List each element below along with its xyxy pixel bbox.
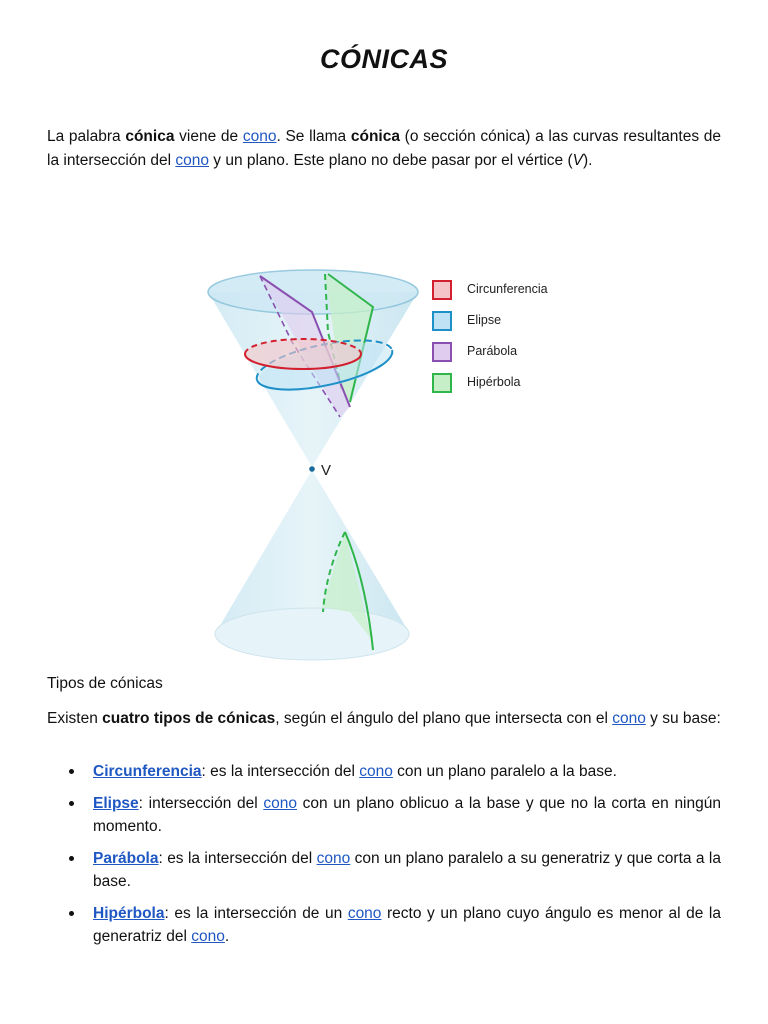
intro-text: . Se llama [276,128,351,145]
parabola-link[interactable]: Parábola [93,850,159,867]
intro-text: La palabra [47,128,126,145]
elipse-link[interactable]: Elipse [93,795,139,812]
intro-paragraph [47,125,721,173]
circunferencia-link[interactable]: Circunferencia [93,763,202,780]
list-item-parabola [47,847,721,893]
types-intro-bold: cuatro tipos de cónicas [102,710,276,727]
bullet [69,769,74,774]
legend-item-hiperbola [432,373,592,395]
item-text: con un plano paralelo a la base. [392,763,617,780]
legend-label: Hipérbola [467,375,521,389]
intro-bold: cónica [125,128,175,145]
item-text: con un plano oblicuo a la base y que no la corta en ningún momento. [93,795,721,835]
conic-sections-figure [200,262,560,667]
item-text: con un plano paralelo a su generatriz y que corta a la base. [93,850,721,890]
legend-label: Elipse [467,313,502,327]
types-heading: Tipos de cónicas [47,675,163,692]
intro-text: (o sección cónica) a las curvas resultantes de la intersección del [47,128,722,169]
item-text: . [224,928,230,945]
bullet [69,911,74,916]
list-item-hiperbola [47,902,721,948]
intro-text: ). [582,152,593,169]
vertex-point [309,466,315,472]
item-text: : intersección del [138,795,264,812]
intro-text: y un plano. Este plano no debe pasar por el vértice ( [209,152,573,169]
legend-item-parabola [432,342,592,364]
legend-label: Parábola [467,344,518,358]
vertex-symbol: V [572,152,583,169]
vertex-label: V [321,462,332,479]
types-intro-text: y su base: [645,710,721,727]
item-text: : es la intersección de un [164,905,348,922]
legend-swatch [432,373,452,393]
legend-swatch [432,311,452,331]
legend-item-elipse [432,311,592,333]
cono-link[interactable]: cono [242,128,277,145]
item-text: recto y un plano cuyo ángulo es menor al de la generatriz del [93,905,721,945]
cono-link[interactable]: cono [347,905,382,922]
list-item-elipse [47,792,721,838]
legend-swatch [432,280,452,300]
conic-types-list [47,760,721,957]
upper-cone-top [208,270,418,314]
intro-bold: cónica [350,128,400,145]
legend-swatch [432,342,452,362]
bullet [69,856,74,861]
lower-cone-base [215,608,409,660]
types-intro-paragraph [47,707,721,731]
cono-link[interactable]: cono [191,928,225,945]
cono-link[interactable]: cono [175,152,209,169]
list-item-circunferencia [47,760,721,783]
types-intro-text: Existen [47,710,103,727]
types-intro-text: , según el ángulo del plano que intersecta con el [275,710,613,727]
bullet [69,801,74,806]
hiperbola-link[interactable]: Hipérbola [93,905,165,922]
page-title: CÓNICAS [319,44,448,74]
intro-text: viene de [174,128,243,145]
item-text: : es la intersección del [158,850,317,867]
item-text: : es la intersección del [201,763,360,780]
cono-link[interactable]: cono [316,850,351,867]
cono-link[interactable]: cono [263,795,297,812]
cono-link[interactable]: cono [612,710,646,727]
legend-item-circunferencia [432,280,592,302]
legend-label: Circunferencia [467,282,548,296]
cono-link[interactable]: cono [359,763,393,780]
